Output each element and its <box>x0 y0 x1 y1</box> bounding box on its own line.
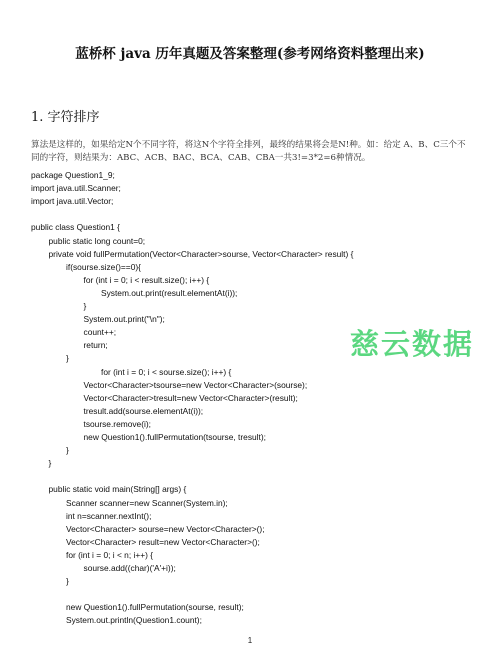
code-line: } <box>83 301 87 311</box>
code-line: if(sourse.size()==0){ <box>66 261 141 272</box>
code-line: new Question1().fullPermutation(tsourse, tresult); <box>83 432 266 442</box>
code-line: Vector<Character> result=new Vector<Character>(); <box>66 536 260 547</box>
section-heading: 1. 字符排序 <box>31 110 100 125</box>
code-line: System.out.println(Question1.count); <box>66 615 202 626</box>
code-line: int n=scanner.nextInt(); <box>66 510 152 521</box>
description-line-2: 同的字符，则结果为：ABC、ACB、BAC、BCA、CAB、CBA一共3!=3*2=6种情况。 <box>31 153 371 163</box>
code-line: public static void main(String[] args) { <box>48 484 187 495</box>
code-line: } <box>66 353 69 364</box>
code-line: sourse.add((char)('A'+i)); <box>83 563 176 573</box>
code-line: } <box>48 458 52 469</box>
code-line: private void fullPermutation(Vector<Character>sourse, Vector<Character> result) { <box>48 248 354 259</box>
code-line: for (int i = 0; i < n; i++) { <box>66 549 154 560</box>
code-line: Vector<Character>tresult=new Vector<Character>(result); <box>83 392 298 403</box>
code-line: } <box>66 445 69 456</box>
code-line: import java.util.Vector; <box>31 196 114 207</box>
code-line: System.out.print("\n"); <box>83 314 165 325</box>
code-line: } <box>66 576 69 587</box>
code-line: package Question1_9; <box>31 170 115 180</box>
code-line: Vector<Character> sourse=new Vector<Character>(); <box>66 523 265 534</box>
code-line: Vector<Character>tsourse=new Vector<Character>(sourse); <box>83 379 308 390</box>
code-line: import java.util.Scanner; <box>31 183 121 194</box>
code-line: tresult.add(sourse.elementAt(i)); <box>83 405 204 416</box>
code-line: return; <box>83 340 108 351</box>
code-line: count++; <box>83 327 117 338</box>
code-line: Scanner scanner=new Scanner(System.in); <box>66 497 228 508</box>
description-line-1: 算法是这样的，如果给定N个不同字符，将这N个字符全排列，最终的结果将会是N!种。如：给定 A、B、C三个不 <box>31 140 466 150</box>
code-line: for (int i = 0; i < sourse.size(); i++) { <box>101 366 232 377</box>
page-number: 1 <box>247 636 253 645</box>
code-line: public class Question1 { <box>31 222 120 233</box>
code-line: new Question1().fullPermutation(sourse, result); <box>66 602 244 613</box>
code-line: public static long count=0; <box>48 235 146 246</box>
document-title: 蓝桥杯 java 历年真题及答案整理(参考网络资料整理出来) <box>75 46 425 62</box>
code-line: for (int i = 0; i < result.size(); i++) { <box>83 274 210 285</box>
code-line: System.out.print(result.elementAt(i)); <box>101 287 238 298</box>
code-line: tsourse.remove(i); <box>83 418 151 429</box>
watermark-logo: 慈云数据 <box>350 327 475 361</box>
